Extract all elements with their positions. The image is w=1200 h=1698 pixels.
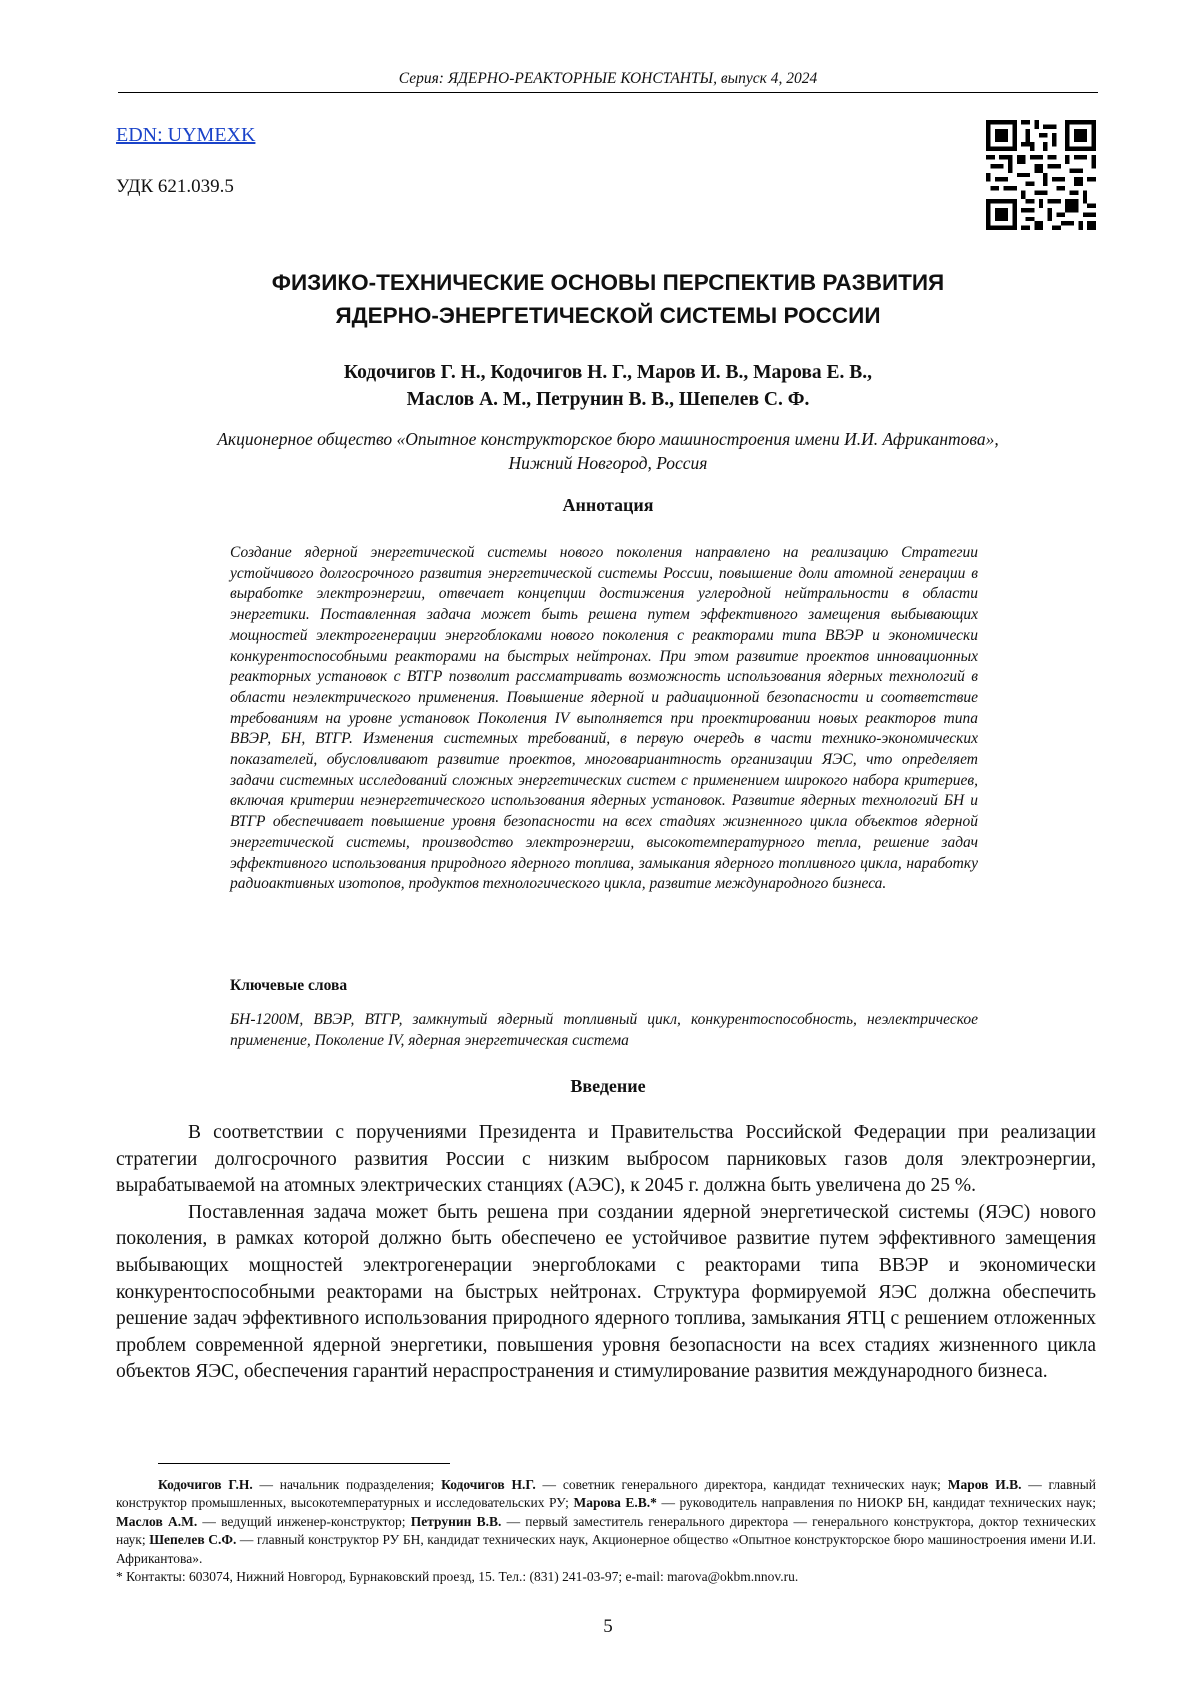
- intro-body: [116, 1120, 1096, 1386]
- fn-author-name: Маслов А.М.: [116, 1513, 198, 1529]
- title-line: ЯДЕРНО-ЭНЕРГЕТИЧЕСКОЙ СИСТЕМЫ РОССИИ: [335, 303, 881, 328]
- fn-author-name: Петрунин В.В.: [410, 1513, 502, 1529]
- running-header: Серия: ЯДЕРНО-РЕАКТОРНЫЕ КОНСТАНТЫ, выпуск 4, 2024: [118, 70, 1098, 93]
- authors: [118, 359, 1098, 413]
- fn-author-desc: — главный конструктор промышленных, высокотемпературных и исследовательских РУ;: [116, 1477, 1096, 1511]
- keywords-text: БН-1200М, ВВЭР, ВТГР, замкнутый ядерный топливный цикл, конкурентоспособность, неэлектрическое применение, Поколение IV, ядерная энергетическая система: [230, 1011, 978, 1049]
- fn-author-name: Кодочигов Н.Г.: [441, 1477, 536, 1492]
- intro-paragraph: Поставленная задача может быть решена при создании ядерной энергетической системы (ЯЭС) нового поколения, в рамках которой должно быть обеспечено ее устойчивое развитие путем эффективного замещения выбывающих мощностей электрогенерации энергоблоками с реакторами типа ВВЭР и экономически конкурентоспособными реакторами на быстрых нейтронах. Структура формируемой ЯЭС должна обеспечить решение задач эффективного использования природного ядерного топлива, замыкания ЯТЦ с решением отложенных проблем современной ядерной энергетики, повышения уровня безопасности на всех стадиях жизненного цикла объектов ЯЭС, обеспечения гарантий нераспространения и стимулирование развития международного бизнеса.: [116, 1201, 1096, 1383]
- abstract-text: Создание ядерной энергетической системы нового поколения направлено на реализацию Стратегии устойчивого долгосрочного развития энергетической системы России, повышение доли атомной генерации в выработке электроэнергии, отвечает концепции достижения углеродной нейтральности в области энергетики. Поставленная задача может быть решена путем эффективного замещения выбывающих мощностей электрогенерации энергоблоками нового поколения с реакторами типа ВВЭР и экономически конкурентоспособными реакторами на быстрых нейтронах. При этом развитие проектов инновационных реакторных установок с ВТГР позволит рассматривать возможность использования ядерных технологий в области неэлектрического применения. Повышение ядерной и радиационной безопасности и соответствие требованиям на уровне установок Поколения IV выполняется при проектировании новых реакторов типа ВВЭР, БН, ВТГР. Изменения системных требований, в первую очередь в части технико-экономических показателей, обусловливают развитие проектов, многовариантность организации ЯЭС, что определяет задачи системных исследований сложных энергетических систем с применением широкого набора критериев, включая критерии неэнергетического использования ядерных установок. Развитие ядерных технологий БН и ВТГР обеспечивает повышение уровня безопасности на всех стадиях жизненного цикла объектов ядерной энергетической системы, производство электроэнергии, высокотемпературного тепла, решение задач эффективного использования природного ядерного топлива, замыкания ядерного топливного цикла, наработку радиоактивных изотопов, продуктов технологического цикла, развитие международного бизнеса.: [230, 544, 978, 893]
- fn-author-desc: — руководитель направления по НИОКР БН, кандидат технических наук;: [656, 1495, 1096, 1511]
- authors-line: Маслов А. М., Петрунин В. В., Шепелев С. Ф.: [406, 389, 810, 410]
- keywords-heading: Ключевые слова: [230, 977, 348, 994]
- fn-author-desc: — главный конструктор РУ БН, кандидат технических наук, Акционерное общество «Опытное конструкторское бюро машиностроения имени И.И. Африкантова».: [116, 1532, 1096, 1566]
- footnote-contacts: * Контакты: 603074, Нижний Новгород, Бурнаковский проезд, 15. Тел.: (831) 241-03-97; e-mail: marova@okbm.nnov.ru.: [116, 1569, 799, 1585]
- footnote: [116, 1476, 1096, 1586]
- fn-author-desc: — первый заместитель генерального директора — генерального конструктора, доктор технических наук;: [116, 1513, 1096, 1548]
- fn-author-name: Маров И.В.: [947, 1477, 1022, 1492]
- intro-paragraph: В соответствии с поручениями Президента и Правительства Российской Федерации при реализации стратегии долгосрочного развития России с низким выбросом парниковых газов доля электроэнергии, вырабатываемой на атомных электрических станциях (АЭС), к 2045 г. должна быть увеличена до 25 %.: [116, 1122, 1096, 1197]
- authors-line: Кодочигов Г. Н., Кодочигов Н. Г., Маров И. В., Марова Е. В.,: [343, 362, 873, 383]
- edn-link[interactable]: EDN: UYMEXK: [116, 124, 256, 146]
- abstract-heading: Аннотация: [562, 495, 654, 515]
- intro-heading: Введение: [570, 1076, 646, 1096]
- fn-author-desc: — ведущий инженер-конструктор;: [197, 1513, 411, 1529]
- fn-author-name: Шепелев С.Ф.: [149, 1532, 237, 1548]
- article-title: [118, 266, 1098, 332]
- udk-code: УДК 621.039.5: [116, 176, 234, 197]
- fn-author-name: Марова Е.В.*: [573, 1495, 657, 1511]
- footnote-divider: [158, 1463, 450, 1464]
- affiliation-line: Акционерное общество «Опытное конструкторское бюро машиностроения имени И.И. Африкантова»,: [217, 429, 999, 449]
- fn-author-name: Кодочигов Г.Н.: [158, 1477, 253, 1492]
- fn-author-desc: — начальник подразделения;: [252, 1477, 442, 1492]
- fn-author-desc: — советник генерального директора, кандидат технических наук;: [535, 1477, 948, 1492]
- title-line: ФИЗИКО-ТЕХНИЧЕСКИЕ ОСНОВЫ ПЕРСПЕКТИВ РАЗВИТИЯ: [271, 270, 945, 295]
- qr-code: [986, 120, 1096, 230]
- page-number: 5: [603, 1616, 613, 1637]
- footnote-authors: [116, 1476, 1096, 1568]
- affiliation-line: Нижний Новгород, Россия: [508, 453, 708, 473]
- affiliation: [118, 427, 1098, 475]
